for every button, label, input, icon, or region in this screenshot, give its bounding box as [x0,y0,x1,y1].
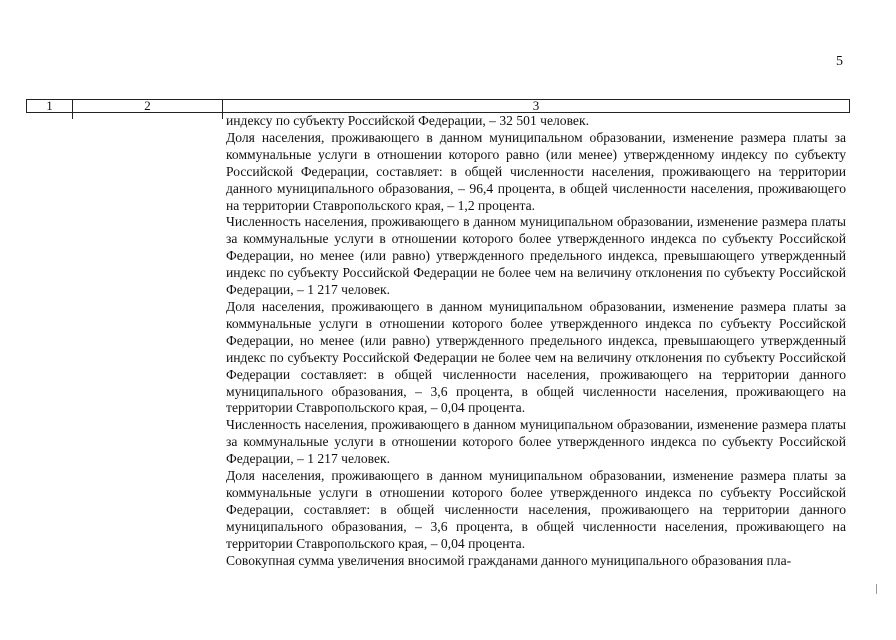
paragraph: Численность населения, проживающего в данном муниципальном образовании, изменение размера платы за коммунальные услуги в отношении которого более утвержденного индекса по субъекту Российской Федерации, но менее (или равно) утвержденного предельного индекса, превышающего утвержденный индекс по субъекту Российской Федерации не более чем на величину отклонения по субъекту Российской Федерации, – 1 217 человек. [226,214,846,298]
paragraph: Численность населения, проживающего в данном муниципальном образовании, изменение размера платы за коммунальные услуги в отношении которого более утвержденного индекса по субъекту Российской Федерации, – 1 217 человек. [226,417,846,467]
page-number: 5 [836,54,843,69]
column-header-3: 3 [532,98,540,113]
column-header-2: 2 [73,100,223,112]
column-header-table [26,99,850,113]
paragraph: Совокупная сумма увеличения вносимой гражданами данного муниципального образования пла- [226,552,792,568]
paragraph: Доля населения, проживающего в данном муниципальном образовании, изменение размера платы за коммунальные услуги в отношении которого равно (или менее) утвержденному индексу по субъекту Российской Федерации, составляет: в общей численности населения, проживающего на территории данного муниципального образования, – 96,4 процента, в общей численности населения, проживающего на территории Ставропольского края, – 1,2 процента. [226,129,846,213]
paragraph: Доля населения, проживающего в данном муниципальном образовании, изменение размера платы за коммунальные услуги в отношении которого более утвержденного индекса по субъекту Российской Федерации, составляет: в общей численности населения, проживающего на территории данного муниципального образования, – 3,6 процента, в общей численности населения, проживающего на территории Ставропольского края, – 0,04 процента. [226,468,846,551]
column-divider [72,113,73,119]
paragraph: индексу по субъекту Российской Федерации, – 32 501 человек. [226,113,589,128]
column-header-1: 1 [27,100,73,112]
paragraph: Доля населения, проживающего в данном муниципальном образовании, изменение размера платы за коммунальные услуги в отношении которого более утвержденного индекса по субъекту Российской Федерации, но менее (или равно) утвержденного предельного индекса, превышающего утвержденный индекс по субъекту Российской Федерации не более чем на величину отклонения по субъекту Российской Федерации составляет: в общей численности населения, проживающего на территории данного муниципального образования, – 3,6 процента, в общей численности населения, проживающего на территории Ставропольского края, – 0,04 процента. [226,298,846,416]
scan-artifact [876,584,877,594]
document-body [226,113,846,569]
column-divider [222,113,223,119]
